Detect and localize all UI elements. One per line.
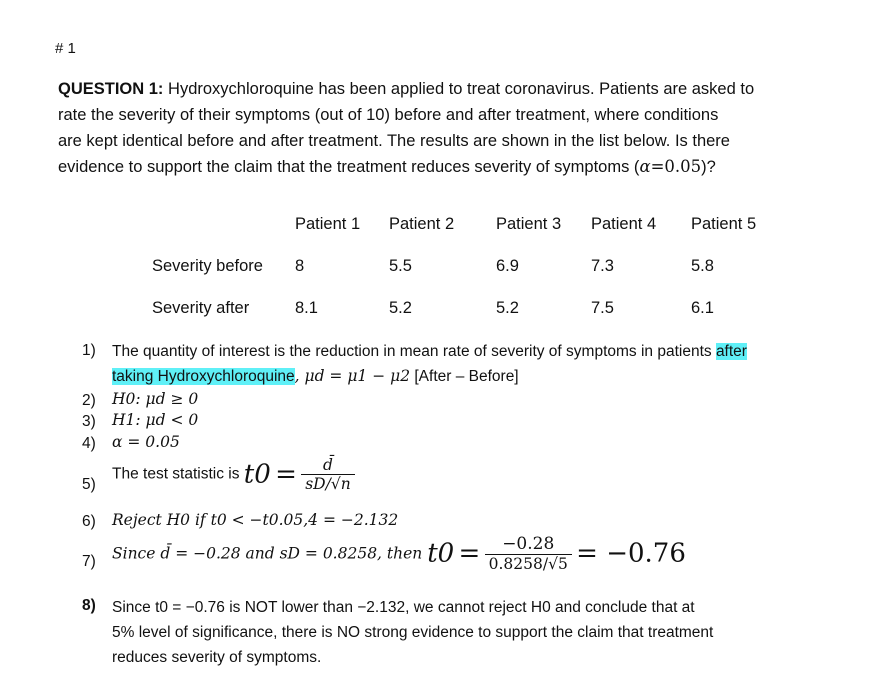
after-before-note: [After – Before] (410, 368, 519, 385)
step-number: 6) (82, 513, 96, 530)
table-cell: 5.2 (389, 298, 412, 317)
conclusion (112, 595, 713, 670)
table-cell: 8 (295, 256, 305, 275)
null-hypothesis: H0: μd ≥ 0 (112, 390, 199, 408)
step-number: 2) (82, 392, 96, 409)
table-header-row (140, 203, 781, 245)
table-cell: 6.1 (691, 298, 714, 317)
severity-table (140, 203, 781, 329)
significance-level: α = 0.05 (112, 433, 180, 451)
table-cell: 5.2 (496, 298, 519, 317)
fraction-denominator: sD/√n (305, 475, 351, 493)
step-number: 7) (82, 553, 96, 570)
question-line-1: Hydroxychloroquine has been applied to treat coronavirus. Patients are asked to (168, 80, 755, 98)
step-number: 4) (82, 435, 96, 452)
computed-statistic (112, 534, 686, 573)
col-header: Patient 3 (496, 214, 562, 233)
step-1-text: The quantity of interest is the reduction in mean rate of severity of symptoms in patients (112, 343, 716, 360)
col-header: Patient 4 (591, 214, 657, 233)
rejection-rule: Reject H0 if t0 < −t0.05,4 = −2.132 (112, 511, 399, 529)
equals-sign: = (275, 459, 297, 490)
col-header: Patient 2 (389, 214, 455, 233)
table-cell: 7.5 (591, 298, 614, 317)
table-cell: 6.9 (496, 256, 519, 275)
table-cell: 5.5 (389, 256, 412, 275)
table-cell: 7.3 (591, 256, 614, 275)
step-5-text: The test statistic is (112, 465, 244, 483)
question-line-3: are kept identical before and after treatment. The results are shown in the list below. Is there (58, 132, 730, 150)
fraction-numerator: −0.28 (485, 534, 572, 555)
highlight-drug: taking Hydroxychloroquine (112, 368, 295, 385)
mu-d-definition: , μd = μ1 − μ2 (294, 367, 411, 385)
step-number: 8) (82, 597, 96, 614)
fraction-denominator: 0.8258/√5 (488, 555, 568, 573)
fraction-numerator: d̄ (301, 456, 354, 475)
equals-sign: = (458, 538, 481, 569)
col-header: Patient 1 (295, 214, 361, 233)
alt-hypothesis: H1: μd < 0 (112, 411, 199, 429)
question-text (58, 76, 818, 180)
step-7-text: Since d̄ = −0.28 and sD = 0.8258, then (112, 544, 428, 563)
question-line-4-end: )? (701, 158, 716, 176)
conclusion-line-3: reduces severity of symptoms. (112, 649, 322, 666)
question-line-4: evidence to support the claim that the treatment reduces severity of symptoms ( (58, 158, 640, 176)
table-row (140, 245, 781, 287)
row-label: Severity after (152, 298, 250, 317)
step-1 (112, 340, 747, 389)
conclusion-line-1: Since t0 = −0.76 is NOT lower than −2.132, we cannot reject H0 and conclude that at (112, 599, 695, 616)
question-label: QUESTION 1: (58, 80, 164, 98)
row-label: Severity before (152, 256, 263, 275)
table-row (140, 287, 781, 329)
step-number: 3) (82, 413, 96, 430)
highlight-after: after (715, 343, 747, 360)
problem-number: # 1 (55, 40, 76, 57)
table-cell: 8.1 (295, 298, 318, 317)
t0-symbol: t0 (427, 538, 455, 569)
test-statistic-formula (112, 456, 355, 493)
conclusion-line-2: 5% level of significance, there is NO strong evidence to support the claim that treatment (112, 624, 714, 641)
col-header: Patient 5 (691, 214, 757, 233)
alpha-value: =0.05 (650, 157, 702, 176)
alpha-symbol: α (639, 157, 651, 176)
t0-symbol: t0 (243, 459, 271, 490)
step-number: 5) (82, 476, 96, 493)
table-cell: 5.8 (691, 256, 714, 275)
t0-result: = −0.76 (576, 538, 686, 569)
question-line-2: rate the severity of their symptoms (out of 10) before and after treatment, where conditions (58, 106, 719, 124)
step-number: 1) (82, 342, 96, 359)
